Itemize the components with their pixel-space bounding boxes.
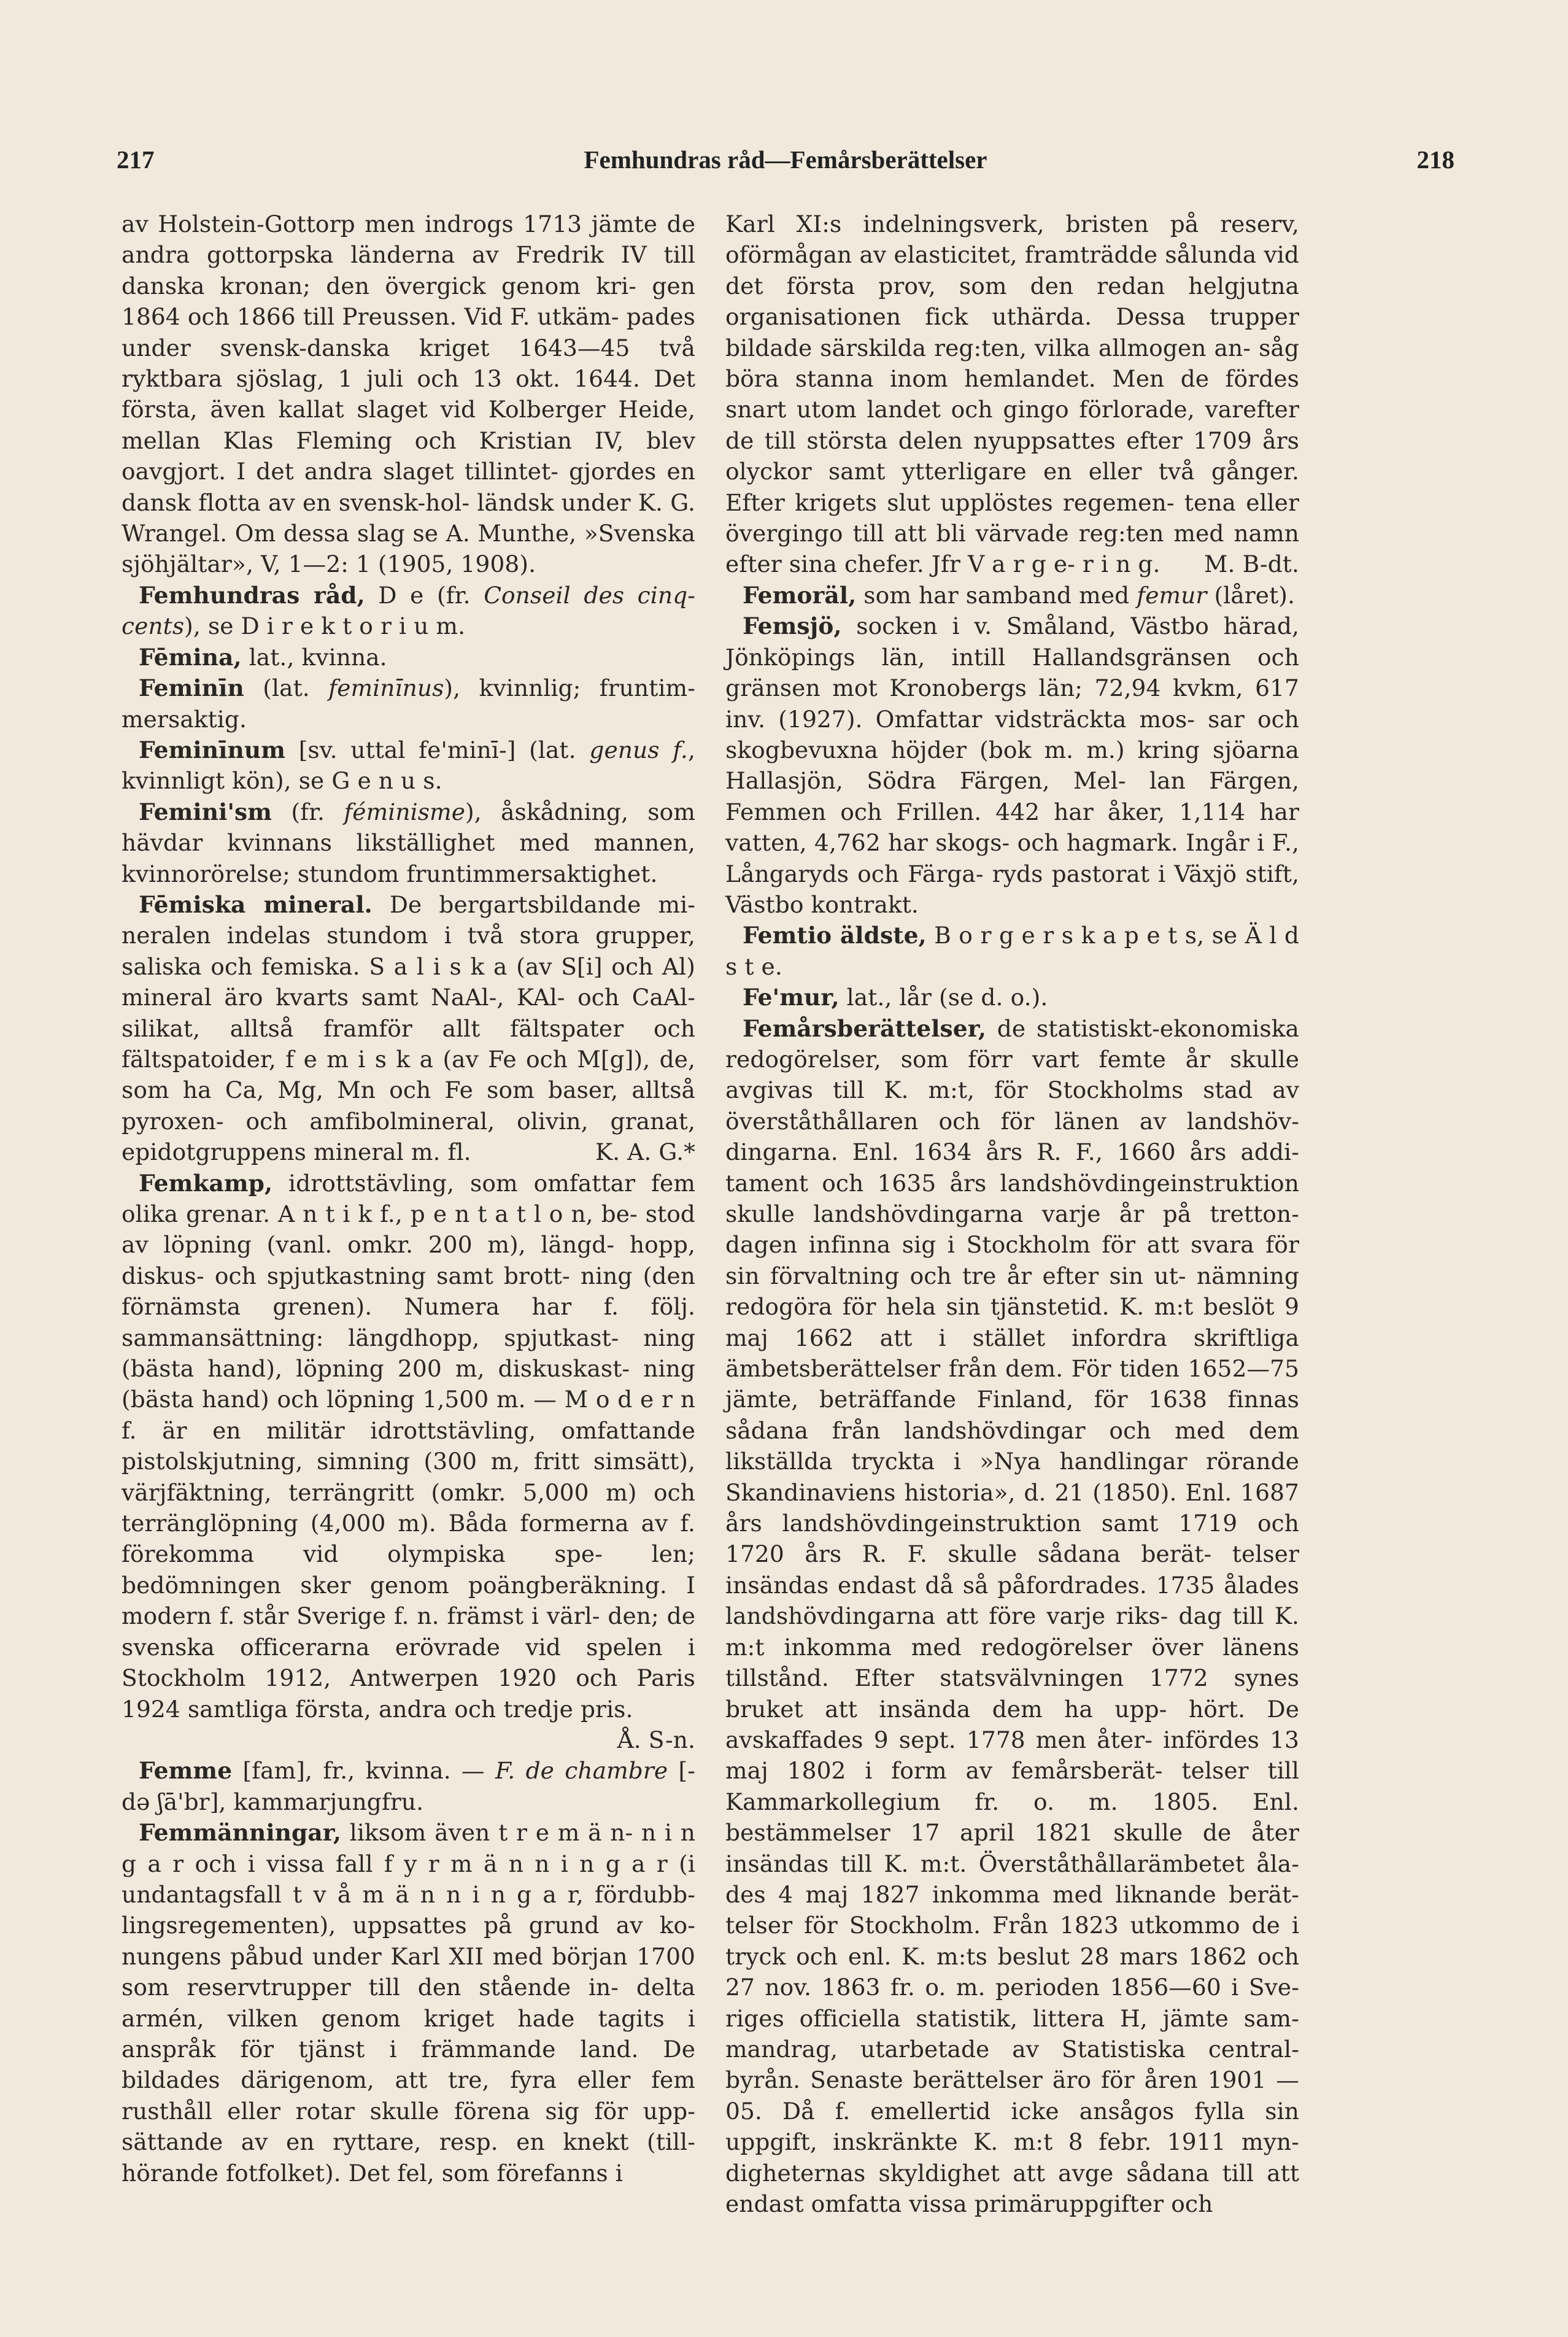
entry-headword: Femsjö, <box>743 612 842 640</box>
entry-femiska-mineral: Fēmiska mineral. De bergartsbildande mi- neralen indelas stundom i två stora grupper, saliska och femiska. S a l i s k a (av S[i] och Al) mineral äro kvarts samt NaAl-, KAl- och CaAl-silikat, alltså framför allt fältspater och fältspatoider, f e m i s k a (av Fe och M[g]), de, som ha Ca, Mg, Mn och Fe som baser, alltså pyroxen- och amfibolmineral, olivin, granat, epidotgruppens mineral m. fl. K. A. G.* <box>122 889 695 1168</box>
author-signature: K. A. G.* <box>595 1138 695 1166</box>
author-signature: M. B-dt. <box>1204 550 1299 578</box>
entry-femur: Fe'mur, lat., lår (se d. o.). <box>743 984 1048 1011</box>
entry-headword: Fēmina, <box>139 643 242 671</box>
entry-headword: Feminīnum <box>139 736 285 763</box>
entry-femininum: Feminīnum [sv. uttal fe'minī-] (lat. genus f., kvinnligt kön), se G e n u s. <box>122 736 695 795</box>
left-column <box>122 209 695 2188</box>
entry-headword: Femmänningar, <box>139 1819 342 1847</box>
entry-headword: Femini'sm <box>139 798 272 825</box>
continued-paragraph: Karl XI:s indelningsverk, bristen på reserv, oförmågan av elasticitet, framträdde sålunda vid det första prov, som den redan helgjutna organisationen fick uthärda. Dessa trupper bildade särskilda reg:ten, vilka allmogen an- såg böra stanna inom hemlandet. Men de fördes snart utom landet och gingo förlorade, varefter de till största delen nyuppsattes efter 1709 års olyckor samt ytterligare en eller två gånger. Efter krigets slut upplöstes regemen- tena eller övergingo till att bli värvade reg:ten med namn efter sina chefer. Jfr V a r g e- r i n g. M. B-dt. <box>725 209 1299 580</box>
entry-femhundras-rad: Femhundras råd, D e (fr. Conseil des cinq- cents), se D i r e k t o r i u m. <box>122 581 695 640</box>
entry-headword: Femhundras råd, <box>139 581 365 609</box>
entry-feminin: Feminīn (lat. feminīnus), kvinnlig; fruntim- mersaktig. <box>122 674 695 733</box>
entry-femtio-aldste: Femtio äldste, B o r g e r s k a p e t s, se Ä l d s t e. <box>725 922 1300 980</box>
continued-paragraph: av Holstein-Gottorp men indrogs 1713 jämte de andra gottorpska länderna av Fredrik IV till danska kronan; den övergick genom kri- gen 1864 och 1866 till Preussen. Vid F. utkäm- pades under svensk-danska kriget 1643—45 två ryktbara sjöslag, 1 juli och 13 okt. 1644. Det första, även kallat slaget vid Kolberger Heide, mellan Klas Fleming och Kristian IV, blev oavgjort. I det andra slaget tillintet- gjordes en dansk flotta av en svensk-hol- ländsk under K. G. Wrangel. Om dessa slag se A. Munthe, »Svenska sjöhjältar», V, 1—2: 1 (1905, 1908). <box>122 211 695 578</box>
entry-headword: Femtio äldste, <box>743 922 927 949</box>
entry-headword: Femoräl, <box>743 581 857 609</box>
entry-femina: Fēmina, lat., kvinna. <box>139 643 387 671</box>
entry-headword: Fe'mur, <box>743 984 840 1011</box>
entry-femme: Femme [fam], fr., kvinna. — F. de chambre [-də ʃā'br], kammarjungfru. <box>122 1757 695 1815</box>
entry-femarsberattelser: Femårsberättelser, de statistiskt-ekonomiska redogörelser, som förr vart femte år skulle avgivas till K. m:t, för Stockholms stad av överståthållaren och för länen av landshöv- dingarna. Enl. 1634 års R. F., 1660 års addi- tament och 1635 års landshövdingeinstruktion skulle landshövdingarna varje år på tretton- dagen infinna sig i Stockholm för att svara för sin förvaltning och tre år efter sin ut- nämning redogöra för hela sin tjänstetid. K. m:t beslöt 9 maj 1662 att i stället infordra skriftliga ämbetsberättelser från dem. För tiden 1652—75 jämte, beträffande Finland, för 1638 finnas sådana från landshövdingar och med dem likställda tryckta i »Nya handlingar rörande Skandinaviens historia», d. 21 (1850). Enl. 1687 års landshövdingeinstruktion samt 1719 och 1720 års R. F. skulle sådana berät- telser insändas endast då så påfordrades. 1735 ålades landshövdingarna att före varje riks- dag till K. m:t inkomma med redogörelser över länens tillstånd. Efter statsvälvningen 1772 synes bruket att insända dem ha upp- hört. De avskaffades 9 sept. 1778 men åter- infördes 13 maj 1802 i form av femårsberät- telser till Kammarkollegium fr. o. m. 1805. Enl. bestämmelser 17 april 1821 skulle de åter insändas till K. m:t. Överståthållarämbetet åla- des 4 maj 1827 inkomma med liknande berät- telser för Stockholm. Från 1823 utkommo de i tryck och enl. K. m:ts beslut 28 mars 1862 och 27 nov. 1863 fr. o. m. perioden 1856—60 i Sve- riges officiella statistik, littera H, jämte sam- mandrag, utarbetade av Statistiska central- byrån. Senaste berättelser äro för åren 1901 —05. Då f. emellertid icke ansågos fylla sin uppgift, inskränkte K. m:t 8 febr. 1911 myn- digheternas skyldighet att avge sådana till att endast omfatta vissa primäruppgifter och <box>725 1014 1299 2217</box>
right-column <box>725 209 1299 2219</box>
running-title: Femhundras råd—Femårsberättelser <box>584 145 987 174</box>
entry-headword: Fēmiska mineral. <box>139 890 373 918</box>
entry-headword: Femkamp, <box>139 1169 273 1197</box>
entry-femkamp: Femkamp, idrottstävling, som omfattar fem olika grenar. A n t i k f., p e n t a t l o n, be- stod av löpning (vanl. omkr. 200 m), längd- hopp, diskus- och spjutkastning samt brott- ning (den förnämsta grenen). Numera har f. följ. sammansättning: längdhopp, spjutkast- ning (bästa hand), löpning 200 m, diskuskast- ning (bästa hand) och löpning 1,500 m. — M o d e r n f. är en militär idrottstävling, omfattande pistolskjutning, simning (300 m, fritt simsätt), värjfäktning, terrängritt (omkr. 5,000 m) och terränglöpning (4,000 m). Båda formerna av f. förekomma vid olympiska spe- len; bedömningen sker genom poängberäkning. I modern f. står Sverige f. n. främst i värl- den; de svenska officerarna erövrade vid spelen i Stockholm 1912, Antwerpen 1920 och Paris 1924 samtliga första, andra och tredje pris. Å. S-n. <box>122 1168 695 1725</box>
entry-feminism: Femini'sm (fr. féminisme), åskådning, som hävdar kvinnans likställighet med mannen, kvinnorörelse; stundom fruntimmersaktighet. <box>122 798 695 887</box>
page-number-left: 217 <box>117 145 155 174</box>
author-signature: Å. S-n. <box>617 1726 695 1753</box>
entry-headword: Femme <box>139 1757 233 1785</box>
entry-femmanningar: Femmänningar, liksom även t r e m ä n- n i n g a r och i vissa fall f y r m ä n n i n g a r (i undantagsfall t v å m ä n n i n g a r, fördubb- lingsregementen), uppsattes på grund av ko- nungens påbud under Karl XII med början 1700 som reservtrupper till den stående in- delta armén, vilken genom kriget hade tagits i anspråk för tjänst i främmande land. De bildades därigenom, att tre, fyra eller fem rusthåll eller rotar skulle förena sig för upp- sättande av en ryttare, resp. en knekt (till- hörande fotfolket). Det fel, som förefanns i <box>122 1819 695 2187</box>
entry-headword: Feminīn <box>139 674 244 702</box>
page-number-right: 218 <box>1416 145 1454 174</box>
entry-headword: Femårsberättelser, <box>743 1014 987 1042</box>
entry-femoral: Femoräl, som har samband med femur (låret). <box>743 581 1295 609</box>
entry-femsjo: Femsjö, socken i v. Småland, Västbo härad, Jönköpings län, intill Hallandsgränsen och gränsen mot Kronobergs län; 72,94 kvkm, 617 inv. (1927). Omfattar vidsträckta mos- sar och skogbevuxna höjder (bok m. m.) kring sjöarna Hallasjön, Södra Färgen, Mel- lan Färgen, Femmen och Frillen. 442 har åker, 1,114 har vatten, 4,762 har skogs- och hagmark. Ingår i F., Långaryds och Färga- ryds pastorat i Växjö stift, Västbo kontrakt. <box>725 612 1299 918</box>
running-header <box>117 145 1454 188</box>
